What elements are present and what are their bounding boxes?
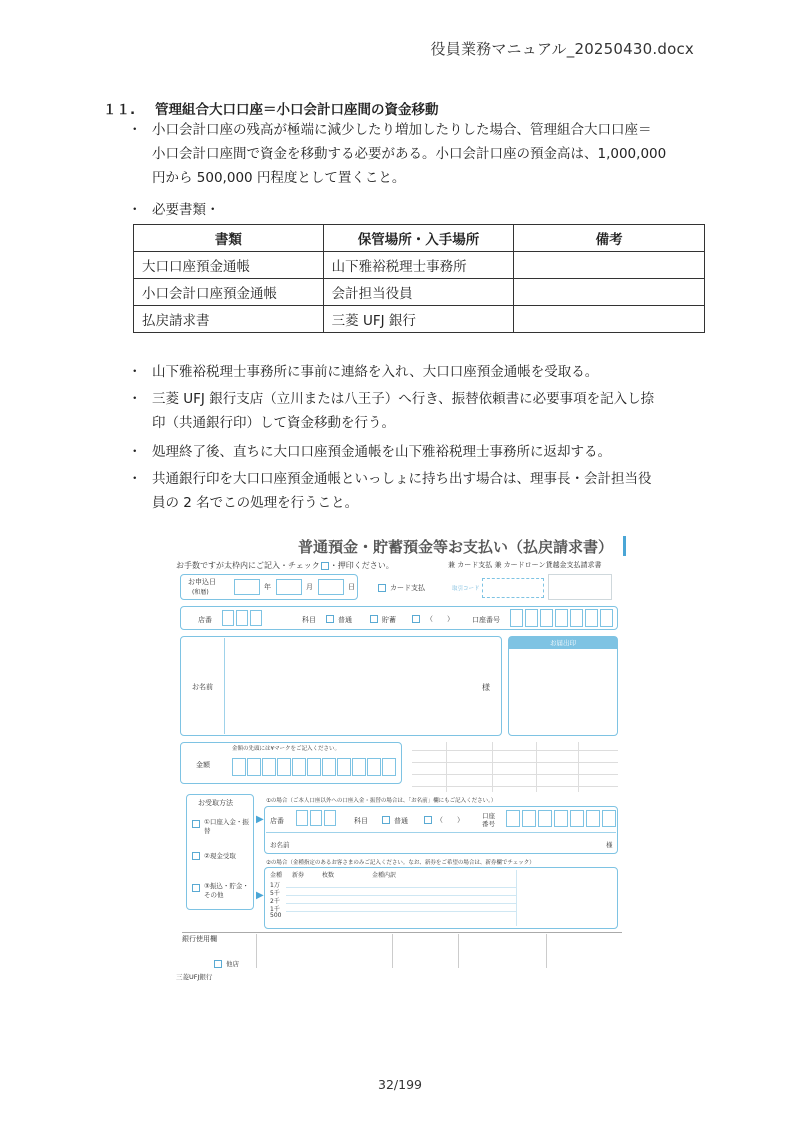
bank-name: 三菱UFJ銀行 xyxy=(176,973,213,981)
month-box xyxy=(276,579,302,595)
denom-header: 新券 xyxy=(292,872,305,879)
amount-digit-box xyxy=(292,758,306,776)
paragraph-line: 山下雅裕税理士事務所に事前に連絡を入れ、大口口座預金通帳を受取る。 xyxy=(152,364,599,380)
bank-use-grid xyxy=(546,934,547,968)
section-heading xyxy=(103,98,439,118)
denom-grid xyxy=(286,903,516,904)
table-cell xyxy=(514,306,705,333)
table-header: 保管場所・入手場所 xyxy=(323,225,514,252)
table-cell: 大口口座預金通帳 xyxy=(134,252,324,279)
denom-header: 金種 xyxy=(270,872,283,879)
slip-title-accent xyxy=(623,536,626,556)
branch-digit-box xyxy=(236,610,248,626)
amount-digit-box xyxy=(307,758,321,776)
name-divider xyxy=(224,638,225,734)
table-row xyxy=(134,279,705,306)
name-frame xyxy=(180,636,502,736)
account-digit-box xyxy=(555,609,568,627)
required-docs-table xyxy=(133,224,705,333)
day-box xyxy=(318,579,344,595)
savings-label: 貯蓄 xyxy=(382,616,396,624)
other-subject-checkbox xyxy=(412,615,420,623)
bank-use-grid xyxy=(256,934,257,968)
method1-checkbox xyxy=(192,820,200,828)
bank-use-divider xyxy=(182,932,622,933)
case1-note: ①の場合（ご本人口座以外への口座入金・振替の場合は、「お名前」欄にもご記入ください。） xyxy=(266,798,497,804)
savings-checkbox xyxy=(370,615,378,623)
amount-label: 金額 xyxy=(196,761,210,769)
bank-grid-line xyxy=(412,750,618,751)
account-digit-box xyxy=(522,810,536,827)
slip-title: 普通預金・貯蓄預金等お支払い（払戻請求書） xyxy=(298,538,614,556)
bank-grid-line xyxy=(412,774,618,775)
table-cell xyxy=(514,252,705,279)
sama-label: 様 xyxy=(482,683,490,692)
account-digit-box xyxy=(540,609,553,627)
account-number-label: 口座番号 xyxy=(472,616,500,624)
receive-method-label: お受取方法 xyxy=(198,799,233,807)
paragraph-line: 員の 2 名でこの処理を行うこと。 xyxy=(152,495,359,511)
bank-grid-line xyxy=(492,742,493,792)
table-header: 書類 xyxy=(134,225,324,252)
seal-frame xyxy=(508,636,618,736)
denom-grid xyxy=(286,911,516,912)
amount-digit-box xyxy=(262,758,276,776)
table-cell xyxy=(514,279,705,306)
denom-header: 枚数 xyxy=(322,872,335,879)
denom-value: 5千 xyxy=(270,890,280,897)
month-label: 月 xyxy=(306,583,313,591)
table-cell: 会計担当役員 xyxy=(323,279,514,306)
case1-divider xyxy=(266,832,616,833)
paragraph-line: 共通銀行印を大口口座預金通帳といっしょに持ち出す場合は、理事長・会計担当役 xyxy=(152,471,652,487)
paragraph-line: 三菱 UFJ 銀行支店（立川または八王子）へ行き、振替依頼書に必要事項を記入し捺 xyxy=(152,391,655,407)
bank-grid-line xyxy=(412,786,618,787)
denom-value: 1万 xyxy=(270,882,280,889)
case1-other-checkbox xyxy=(424,816,432,824)
account-digit-box xyxy=(538,810,552,827)
table-cell: 山下雅裕税理士事務所 xyxy=(323,252,514,279)
method3-label: ③振込・貯金・その他 xyxy=(204,882,249,899)
bank-grid-line xyxy=(578,742,579,792)
section-title: 管理組合大口口座＝小口会計口座間の資金移動 xyxy=(155,102,439,118)
case1-name-label: お名前 xyxy=(270,841,290,849)
section-number: １１. xyxy=(103,102,136,118)
case1-ordinary-label: 普通 xyxy=(394,817,408,825)
branch-digit-box xyxy=(324,810,336,826)
account-digit-box xyxy=(510,609,523,627)
amount-digit-box xyxy=(352,758,366,776)
denom-value: 2千 xyxy=(270,898,280,905)
other-branch-checkbox xyxy=(214,960,222,968)
paragraph-line: 小口会計口座の残高が極端に減少したり増加したりした場合、管理組合大口口座＝ xyxy=(152,122,652,138)
case1-account-label: 口座 番号 xyxy=(482,812,495,828)
table-header: 備考 xyxy=(514,225,705,252)
year-label: 年 xyxy=(264,583,271,591)
account-digit-box xyxy=(585,609,598,627)
paragraph-line: 円から 500,000 円程度として置くこと。 xyxy=(152,170,406,186)
withdrawal-slip-image xyxy=(176,534,630,981)
table-cell: 小口会計口座預金通帳 xyxy=(134,279,324,306)
case1-branch-label: 店番 xyxy=(270,817,284,825)
branch-digit-box xyxy=(296,810,308,826)
required-docs-label: 必要書類・ xyxy=(152,202,220,218)
bank-use-grid xyxy=(458,934,459,968)
amount-digit-box xyxy=(232,758,246,776)
day-label: 日 xyxy=(348,583,355,591)
branch-label: 店番 xyxy=(198,616,212,624)
paragraph-line: 小口会計口座間で資金を移動する必要がある。小口会計口座の預金高は、1,000,000 xyxy=(152,146,667,162)
method2-checkbox xyxy=(192,852,200,860)
case1-other-paren: （ ） xyxy=(436,816,464,824)
other-subject-paren: （ ） xyxy=(426,615,454,623)
table-cell: 三菱 UFJ 銀行 xyxy=(323,306,514,333)
denom-value: 1千 xyxy=(270,906,280,913)
card-pay-checkbox xyxy=(378,584,386,592)
method3-checkbox xyxy=(192,884,200,892)
slip-instruction: お手数ですが太枠内にご記入・チェック ・押印ください。 xyxy=(176,561,394,570)
case2-frame xyxy=(264,867,618,929)
other-branch-label: 他店 xyxy=(226,960,239,968)
denom-grid xyxy=(286,887,516,888)
amount-digit-box xyxy=(322,758,336,776)
case1-ordinary-checkbox xyxy=(382,816,390,824)
amount-note: 金額の先頭には¥マークをご記入ください。 xyxy=(232,746,341,752)
name-label: お名前 xyxy=(192,683,213,691)
table-cell: 払戻請求書 xyxy=(134,306,324,333)
ordinary-label: 普通 xyxy=(338,616,352,624)
bullet-dot: ・ xyxy=(128,364,142,380)
ordinary-checkbox xyxy=(326,615,334,623)
denom-grid xyxy=(516,870,517,926)
bullet-dot: ・ xyxy=(128,202,142,218)
account-digit-box xyxy=(570,810,584,827)
bank-grid-line xyxy=(536,742,537,792)
table-row xyxy=(134,306,705,333)
account-digit-box xyxy=(600,609,613,627)
apply-date-label: お申込日 xyxy=(188,578,216,586)
paragraph-line: 処理終了後、直ちに大口口座預金通帳を山下雅裕税理士事務所に返却する。 xyxy=(152,444,611,460)
account-digit-box xyxy=(506,810,520,827)
bank-grid-line xyxy=(446,742,447,792)
number-box xyxy=(548,574,612,600)
case1-subject-label: 科目 xyxy=(354,817,368,825)
amount-digit-box xyxy=(247,758,261,776)
bank-grid-line xyxy=(412,762,618,763)
bullet-dot: ・ xyxy=(128,471,142,487)
page-number: 32/199 xyxy=(378,1077,422,1092)
amount-digit-box xyxy=(382,758,396,776)
document-filename: 役員業務マニュアル_20250430.docx xyxy=(430,40,694,58)
method2-label: ②現金受取 xyxy=(204,852,236,860)
denom-value: 500 xyxy=(270,912,282,919)
account-digit-box xyxy=(554,810,568,827)
year-box xyxy=(234,579,260,595)
subject-label: 科目 xyxy=(302,616,316,624)
apply-date-sub: (和暦) xyxy=(192,589,209,596)
bank-use-label: 銀行使用欄 xyxy=(182,935,217,943)
denom-grid xyxy=(286,895,516,896)
amount-digit-box xyxy=(337,758,351,776)
branch-digit-box xyxy=(310,810,322,826)
card-pay-label: カード支払 xyxy=(390,584,425,592)
method1-label: ①口座入金・振替 xyxy=(204,818,249,835)
seal-label: お届出印 xyxy=(509,637,617,649)
branch-digit-box xyxy=(222,610,234,626)
case1-sama-label: 様 xyxy=(606,841,613,849)
denom-header: 金種内訳 xyxy=(372,872,397,879)
branch-digit-box xyxy=(250,610,262,626)
arrow-icon: ▶ xyxy=(256,890,264,901)
bullet-dot: ・ xyxy=(128,444,142,460)
account-digit-box xyxy=(570,609,583,627)
card-code-label: 取引コード xyxy=(452,586,480,592)
account-digit-box xyxy=(586,810,600,827)
slip-card-note: 兼 カード支払 兼 カードローン貸越金支払請求書 xyxy=(448,561,602,569)
case2-note: ②の場合（金種指定のあるお客さまのみご記入ください。なお、新券をご希望の場合は、新券欄でチェック） xyxy=(266,860,535,866)
amount-digit-box xyxy=(277,758,291,776)
amount-digit-box xyxy=(367,758,381,776)
table-header-row xyxy=(134,225,705,252)
bank-use-grid xyxy=(392,934,393,968)
account-digit-box xyxy=(602,810,616,827)
paragraph-line: 印（共通銀行印）して資金移動を行う。 xyxy=(152,415,395,431)
table-row xyxy=(134,252,705,279)
account-digit-box xyxy=(525,609,538,627)
card-code-box xyxy=(482,578,544,598)
bullet-dot: ・ xyxy=(128,391,142,407)
arrow-icon: ▶ xyxy=(256,814,264,825)
bullet-dot: ・ xyxy=(128,122,142,138)
